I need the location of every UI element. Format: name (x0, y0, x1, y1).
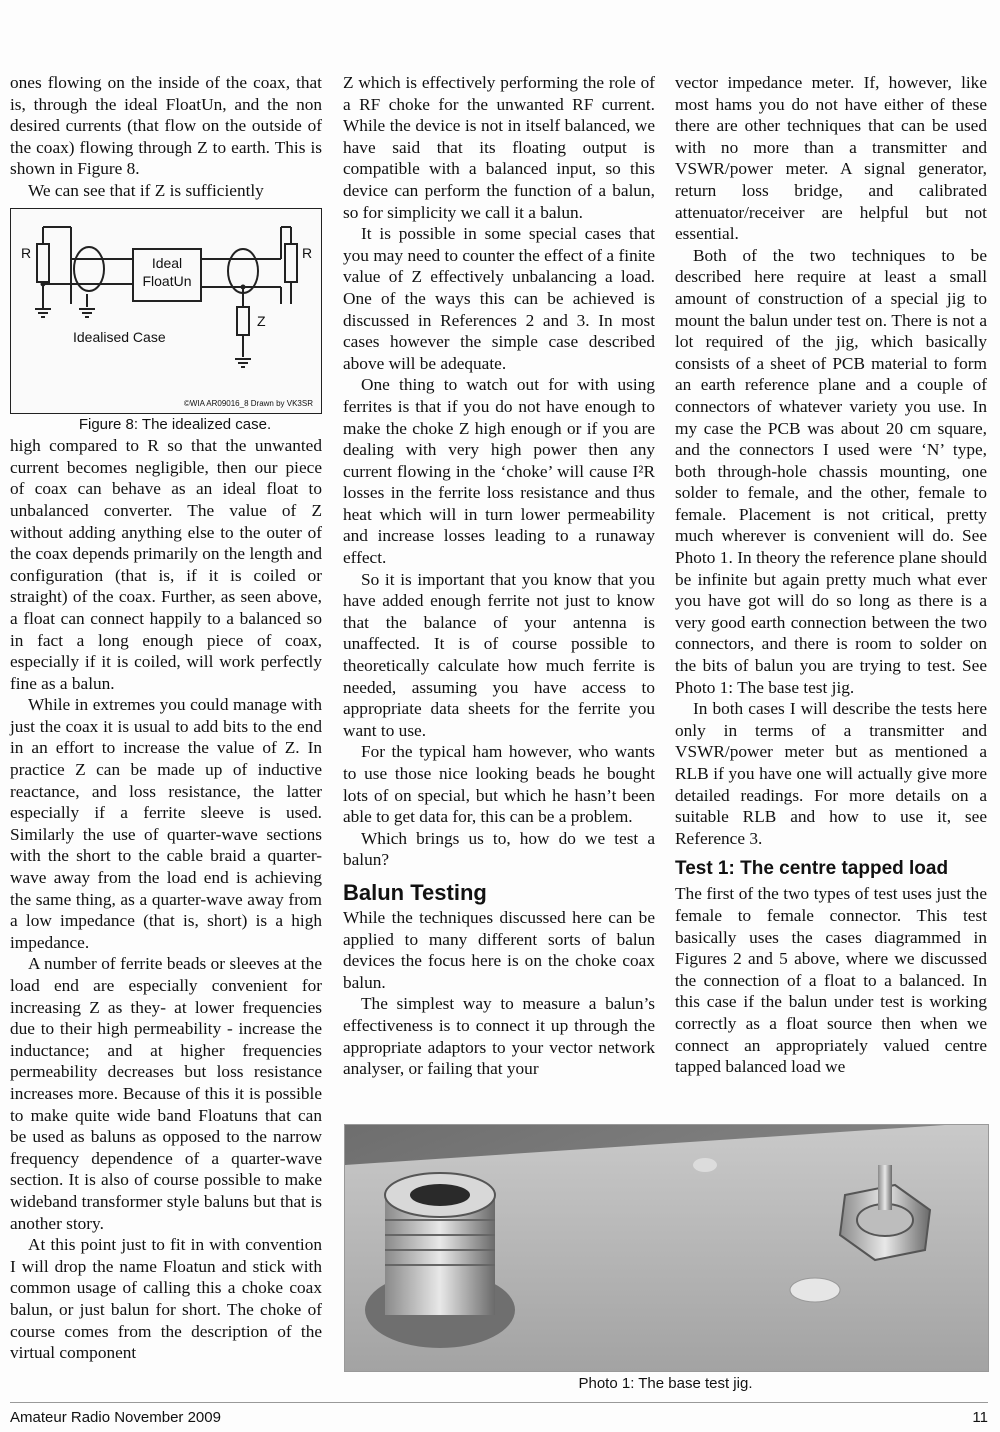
paragraph: So it is important that you know that you have added enough ferrite not just to know that the balance of your antenna is unaffected. It is of course possible to theoretically calculate how much ferrite is needed, assuming you have access to appropriate data sheets for the ferrite you want to use. (343, 569, 655, 740)
paragraph: vector impedance meter. If, however, like most hams you do not have either of these there are other techniques that can be used with no more than a transmitter and VSWR/power meter. A signal generator, return loss bridge, and calibrated attenuator/receiver are helpful but not essential. (675, 73, 987, 244)
idealised-case-label: Idealised Case (73, 328, 166, 345)
paragraph: The simplest way to measure a balun’s effectiveness is to connect it up through the appropriate adaptors to your vector network analyser, or failing that your (343, 994, 655, 1079)
page-number: 11 (972, 1409, 988, 1426)
publication-title: Amateur Radio November 2009 (10, 1409, 221, 1426)
photo-illustration (345, 1125, 988, 1371)
floatun-label: FloatUn (142, 272, 192, 289)
paragraph: Z which is effectively performing the role of a RF choke for the unwanted RF current. While the device is not in itself balanced, we have said that its floating output is compatible with a balanced input, so this device can perform the function of a balun, so for simplicity we call it a balun. (343, 73, 655, 222)
text-column-1 (10, 72, 322, 1364)
paragraph: Which brings us to, how do we test a balun? (343, 828, 655, 870)
paragraph: While in extremes you could manage with just the coax it is usual to add bits to the end in an effort to increase the value of Z. In practice Z can be made up of inductive reactance, and loss resistance, the latter especially if a ferrite sleeve is used. Similarly the use of quarter-wave sections with the short to the cable braid a quarter-wave away from the load end is achieving the same thing, as a quarter-wave away from a low impedance (that is, short) is a high impedance. (10, 695, 322, 952)
text-column-2 (343, 72, 655, 1080)
paragraph: high compared to R so that the unwanted current becomes negligible, then our piece of coax can behave as an ideal float to unbalanced converter. The value of Z without adding anything else to the outer of the coax depends primarily on the length and configuration (that is, if it is coiled or straight) of the coax. Further, as seen above, a float can connect happily to a balanced so in fact a long enough piece of coax, especially if it is coiled, will work perfectly fine as a balun. (10, 436, 322, 693)
test-jig-photo (344, 1124, 989, 1372)
figure-8-diagram (10, 208, 322, 414)
impedance-z-label: Z (257, 312, 266, 329)
section-heading: Balun Testing (343, 879, 487, 905)
photo-caption: Photo 1: The base test jig. (578, 1375, 753, 1392)
circuit-diagram (11, 209, 320, 411)
paragraph: In both cases I will describe the tests here only in terms of a transmitter and VSWR/power meter but as mentioned a RLB if you have one will actually give more detailed readings. For more details on a suitable RLB and how to use it, see Reference 3. (675, 699, 987, 848)
figure-caption: Figure 8: The idealized case. (78, 415, 272, 433)
paragraph: ones flowing on the inside of the coax, that is, through the ideal FloatUn, and the non desired currents (that flow on the outside of the coax) flowing through Z to earth. This is shown in Figure 8. (10, 73, 322, 179)
ideal-label: Ideal (151, 254, 183, 271)
paragraph: The first of the two types of test uses just the female to female connector. This test basically uses the cases diagrammed in Figures 2 and 5 above, where we discussed the connection of a float to a balanced. In this case if the balun under test is working correctly as a float source then when we connect an appropriately valued centre tapped balanced load we (675, 884, 987, 1077)
paragraph: One thing to watch out for with using ferrites is that if you do not have enough to make the choke Z high enough or if you are dealing with very high power then any current flowing in the ‘choke’ will cause I²R losses in the ferrite loss resistance and thus heat which will in turn lower permeability and increase losses leading to a runaway effect. (343, 375, 655, 568)
resistor-right-label: R (302, 244, 313, 261)
resistor-left-label: R (21, 244, 32, 261)
paragraph: For the typical ham however, who wants to use those nice looking beads he bought lots of on special, but which he hasn’t been able to get data for, this can be a problem. (343, 742, 655, 827)
paragraph: Both of the two techniques to be described here require at least a small amount of construction of a special jig to mount the balun under test on. There is not a lot required of the jig, which basically consists of a sheet of PCB material to form an earth reference plane and a couple of connectors of whatever variety you use. In my case the PCB was about 20 cm square, and the connectors I used were ‘N’ type, both through-hole chassis mounting, one solder to female, and the other, female to female. Placement is not critical, pretty much wherever is convenient will do. See Photo 1. In theory the reference plane should be infinite but again pretty much what ever you have got will do so long as there is a very good earth connection between the two connectors, and there is room to solder on the bits of balun you are trying to test. See Photo 1: The base test jig. (675, 245, 987, 697)
paragraph: A number of ferrite beads or sleeves at the load end are especially convenient for increasing Z as they- at lower frequencies due to their high permeability - increase the inductance; and at higher frequencies permeability decreases but loss resistance increases more. Because of this it is possible to make quite wide band Floatuns that can be used as baluns as opposed to the narrow frequency dependence of a quarter-wave section. It is also of course possible to make wideband transformer style baluns but that is another story. (10, 954, 322, 1233)
paragraph: We can see that if Z is sufficiently (28, 180, 264, 200)
paragraph: It is possible in some special cases that you may need to counter the effect of a finite value of Z effectively unbalancing a load. One of the ways this can be achieved is discussed in References 2 and 3. In most cases however the simple case described above will be adequate. (343, 224, 655, 373)
text-column-3 (675, 72, 987, 1078)
page-footer (10, 1402, 988, 1429)
section-heading: Test 1: The centre tapped load (675, 858, 949, 880)
paragraph: At this point just to fit in with convention I will drop the name Floatun and stick with common usage of calling this a choke coax balun, or just balun for short. The choke of course comes from the description of the virtual component (10, 1235, 322, 1363)
paragraph: While the techniques discussed here can be applied to many different sorts of balun devices the focus here is on the choke coax balun. (343, 907, 655, 992)
drawing-credit: ©WIA AR09016_8 Drawn by VK3SR (183, 398, 313, 408)
